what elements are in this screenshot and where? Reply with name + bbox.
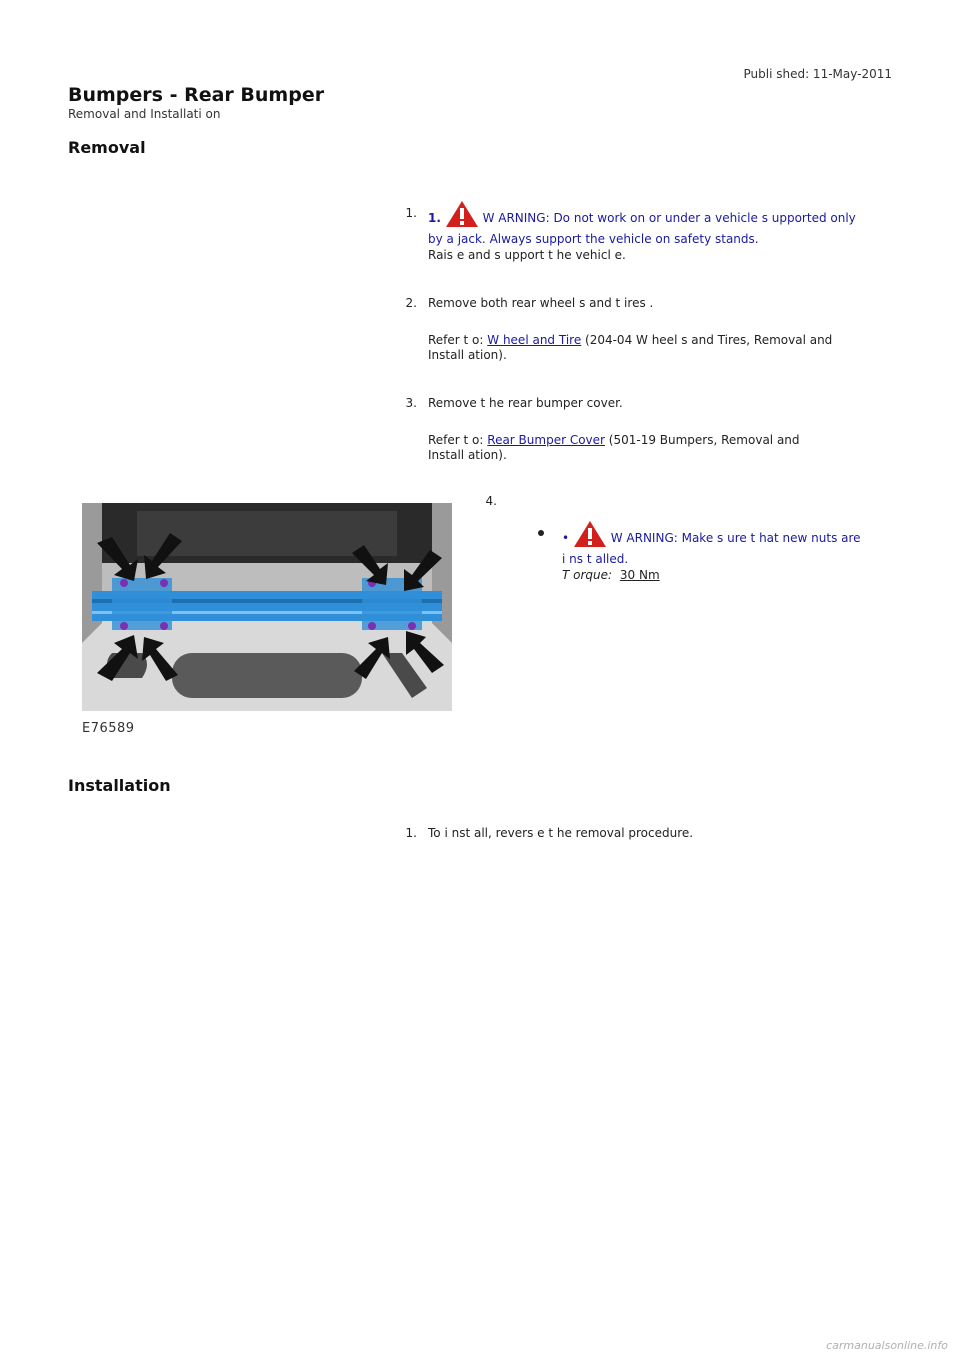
step-1-warning-prefix: 1. [428, 211, 441, 225]
warning-triangle-icon [573, 520, 607, 552]
published-date: Publi shed: 11-May-2011 [743, 67, 892, 81]
step-4-bullet-prefix: • [562, 531, 570, 545]
step-3-ref-suffix: (501-19 Bumpers, Removal and [604, 433, 800, 447]
step-1-warning-line1: W ARNING: Do not work on or under a vehicle s upported only [478, 211, 856, 225]
installation-heading: Installation [68, 776, 171, 795]
step-1-warning-line2: by a jack. Always support the vehicle on safety stands. [428, 232, 759, 246]
bullet-dot [538, 530, 544, 536]
step-4-warning-line2: i ns t alled. [562, 552, 629, 566]
removal-heading: Removal [68, 138, 146, 157]
step-2-ref-prefix: Refer t o: [428, 333, 488, 347]
step-4-torque [562, 568, 660, 583]
step-1-number: 1. [405, 206, 417, 220]
page-title: Bumpers - Rear Bumper [68, 84, 325, 106]
install-step-1-number: 1. [405, 826, 417, 840]
step-3-number: 3. [405, 396, 417, 410]
step-3-text: Remove t he rear bumper cover. [428, 396, 623, 410]
torque-label: T orque: [562, 568, 613, 582]
step-2-reference [428, 333, 888, 363]
step-4-number: 4. [485, 494, 497, 508]
step-2-ref-suffix-line2: Install ation). [428, 348, 507, 362]
install-step-1-text: To i nst all, revers e t he removal procedure. [428, 826, 694, 840]
footer-watermark: carmanualsonline.info [826, 1339, 948, 1352]
step-1-warning [428, 200, 898, 247]
step-3-ref-suffix-line2: Install ation). [428, 448, 507, 462]
step-4-warning-line1: W ARNING: Make s ure t hat new nuts are [606, 531, 861, 545]
rear-bumper-cover-link[interactable]: Rear Bumper Cover [487, 433, 605, 447]
step-2-number: 2. [405, 296, 417, 310]
step-3-ref-prefix: Refer t o: [428, 433, 488, 447]
step-3-reference [428, 433, 888, 463]
figure-label: E76589 [82, 721, 135, 736]
page-subtitle: Removal and Installati on [68, 107, 221, 121]
warning-triangle-icon [445, 200, 479, 232]
step-2-text: Remove both rear wheel s and t ires . [428, 296, 654, 310]
wheel-and-tire-link[interactable]: W heel and Tire [487, 333, 582, 347]
rear-bumper-figure [82, 503, 452, 711]
torque-value: 30 Nm [619, 568, 660, 582]
step-4-warning [562, 520, 892, 567]
step-2-ref-suffix: (204-04 W heel s and Tires, Removal and [581, 333, 833, 347]
step-1-text: Rais e and s upport t he vehicl e. [428, 248, 626, 262]
